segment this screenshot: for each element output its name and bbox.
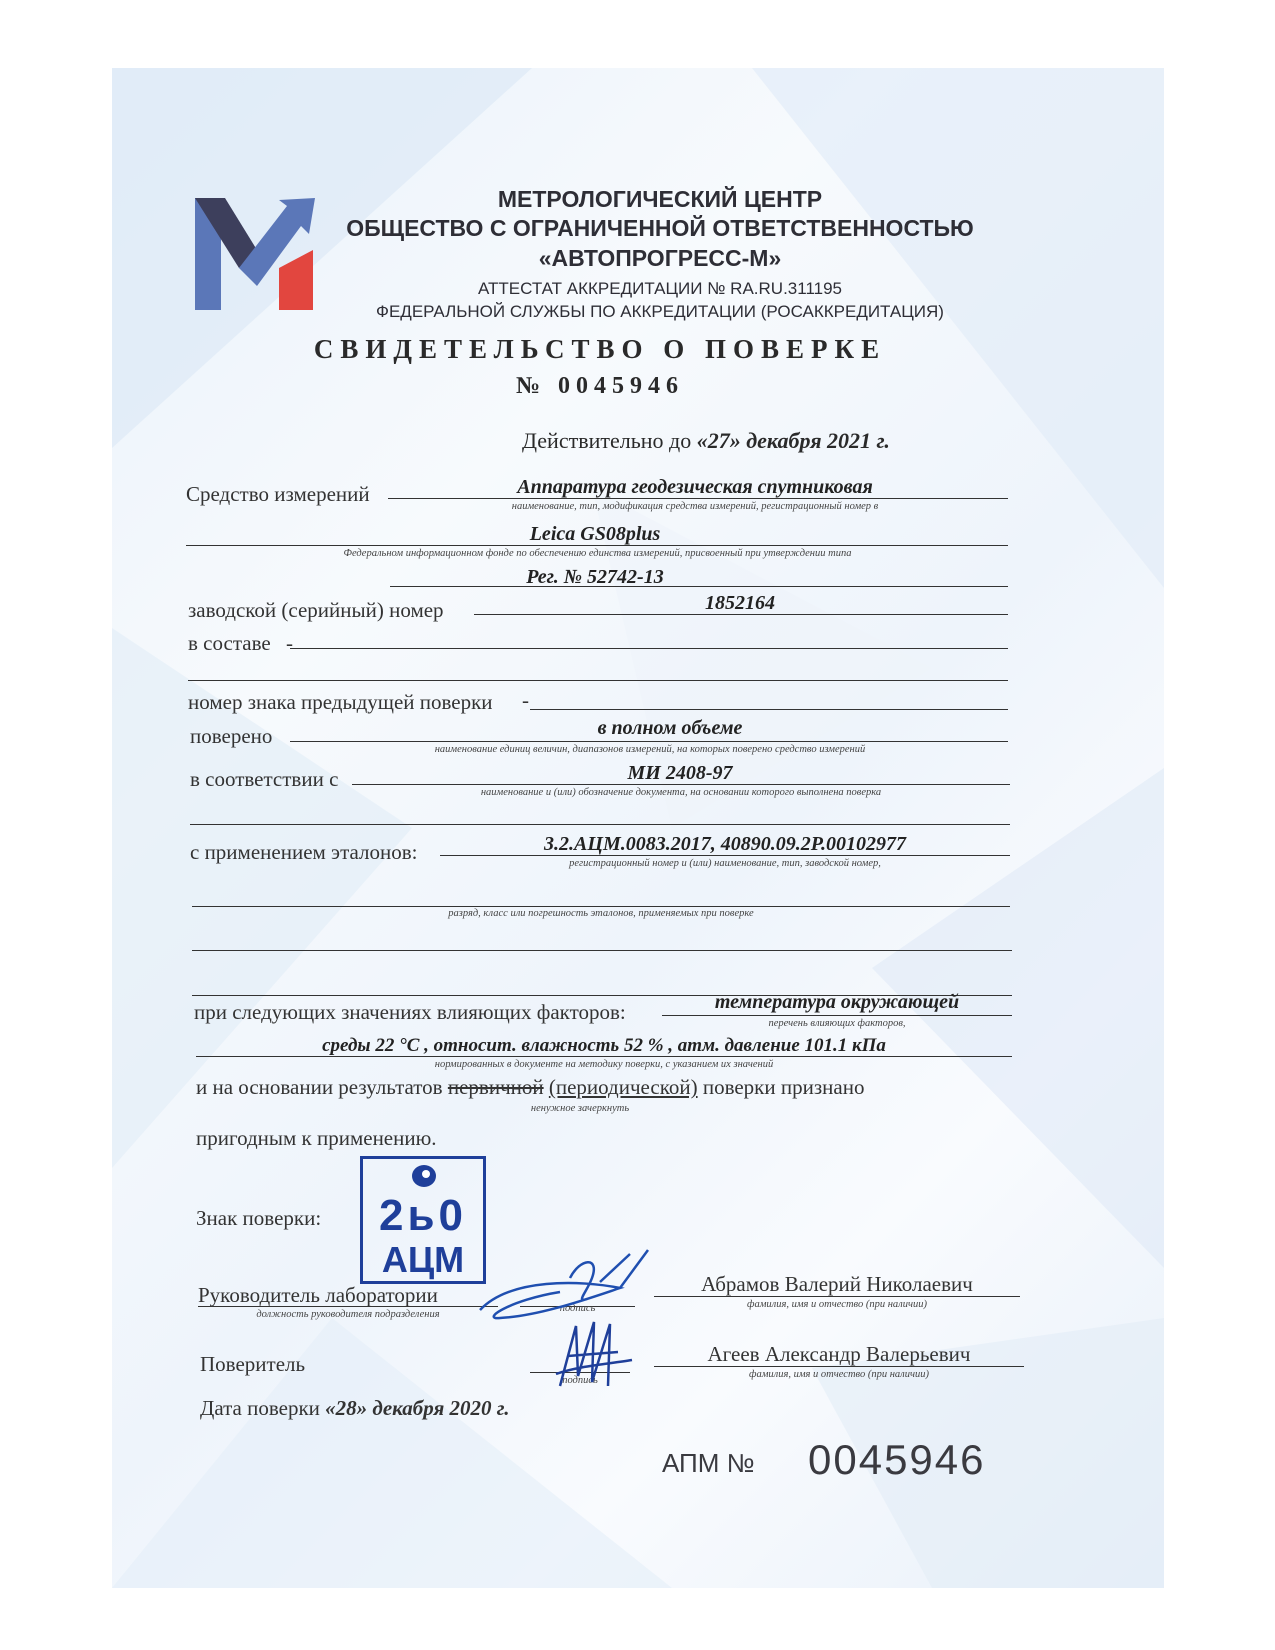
- validity-day: «27»: [696, 428, 741, 453]
- verifier-sign-hint: подпись: [562, 1375, 598, 1386]
- conclusion-line: [196, 1075, 864, 1100]
- serial-label: заводской (серийный) номер: [188, 598, 444, 622]
- model-underline: [186, 545, 1008, 546]
- verified-value: в полном объеме: [597, 717, 743, 739]
- factors-underline-2: [196, 1056, 1012, 1057]
- standards-label: с применением эталонов:: [190, 840, 418, 864]
- instrument-value: Аппаратура геодезическая спутниковая: [517, 476, 873, 498]
- accordance-underline-2: [190, 824, 1010, 825]
- head-underline: [198, 1306, 498, 1307]
- standards-value: 3.2.АЦМ.0083.2017, 40890.09.2Р.00102977: [544, 833, 906, 855]
- head-name-underline: [654, 1296, 1020, 1297]
- document-number: № 0045946: [515, 373, 685, 399]
- accordance-label: в соответствии с: [190, 767, 339, 791]
- stamp-emblem-icon: [409, 1163, 439, 1189]
- verification-date-prefix: Дата поверки: [200, 1396, 320, 1420]
- conclusion-hint: ненужное зачеркнуть: [530, 1103, 630, 1114]
- conclusion-struck: первичной: [447, 1075, 544, 1099]
- registration-underline: [390, 586, 1008, 587]
- model-value: Leica GS08plus: [529, 523, 661, 545]
- verifier-name-hint: фамилия, имя и отчество (при наличии): [748, 1369, 929, 1380]
- accreditation-service: ФЕДЕРАЛЬНОЙ СЛУЖБЫ ПО АККРЕДИТАЦИИ (РОСАККРЕДИТАЦИЯ): [376, 302, 944, 321]
- verification-date-day: «28»: [325, 1396, 368, 1420]
- validity-prefix: Действительно до: [522, 428, 692, 453]
- factors-value-2: среды 22 °С , относит. влажность 52 % , атм. давление 101.1 кПа: [322, 1035, 886, 1056]
- standards-hint-2: разряд, класс или погрешность эталонов, применяемых при поверке: [448, 908, 754, 919]
- previous-mark-value: -: [522, 688, 529, 712]
- composition-value: -: [286, 631, 293, 655]
- conclusion-prefix: и на основании результатов: [196, 1075, 443, 1099]
- company-logo: [195, 198, 315, 310]
- registration-value: Рег. № 52742-13: [526, 566, 664, 588]
- verifier-name: Агеев Александр Валерьевич: [707, 1342, 971, 1366]
- serial-underline: [474, 614, 1008, 615]
- document-title: СВИДЕТЕЛЬСТВО О ПОВЕРКЕ: [313, 334, 887, 364]
- verification-stamp: [360, 1156, 486, 1284]
- head-hint: должность руководителя подразделения: [256, 1309, 440, 1320]
- previous-mark-underline: [530, 709, 1008, 710]
- composition-underline: [290, 648, 1008, 649]
- standards-underline-3: [192, 950, 1012, 951]
- standards-hint: регистрационный номер и (или) наименование, тип, заводской номер,: [569, 858, 881, 869]
- factors-hint-2: нормированных в документе на методику поверки, с указанием их значений: [434, 1059, 774, 1070]
- composition-underline-2: [188, 680, 1008, 681]
- factors-label: при следующих значениях влияющих факторов:: [194, 1000, 626, 1024]
- factors-hint: перечень влияющих факторов,: [768, 1018, 906, 1029]
- verification-date-line: [200, 1396, 510, 1421]
- head-name-hint: фамилия, имя и отчество (при наличии): [746, 1299, 927, 1310]
- verifier-name-underline: [654, 1366, 1024, 1367]
- standards-underline-2: [192, 906, 1010, 907]
- validity-line: [522, 428, 890, 454]
- verification-date-date: декабря 2020 г.: [372, 1396, 510, 1420]
- header-line-1: МЕТРОЛОГИЧЕСКИЙ ЦЕНТР: [497, 186, 823, 212]
- factors-underline: [662, 1015, 1012, 1016]
- fund-hint: Федеральном информационном фонде по обеспечению единства измерений, присвоенный при утверждении типа: [343, 548, 852, 559]
- verified-label: поверено: [190, 724, 273, 748]
- previous-mark-label: номер знака предыдущей поверки: [188, 690, 493, 714]
- head-sign-hint: подпись: [559, 1303, 596, 1314]
- head-name: Абрамов Валерий Николаевич: [701, 1272, 973, 1296]
- standards-underline: [440, 855, 1010, 856]
- instrument-hint: наименование, тип, модификация средства измерений, регистрационный номер в: [511, 501, 879, 512]
- verified-hint: наименование единиц величин, диапазонов измерений, на которых поверено средство измерений: [434, 744, 866, 755]
- accordance-value: МИ 2408-97: [627, 762, 733, 784]
- verifier-label: Поверитель: [200, 1352, 306, 1376]
- factors-value: температура окружающей: [714, 991, 960, 1013]
- verified-underline: [290, 741, 1008, 742]
- serial-value: 1852164: [705, 592, 775, 614]
- accordance-hint: наименование и (или) обозначение документа, на основании которого выполнена поверка: [480, 787, 882, 798]
- validity-date: декабря 2021 г.: [746, 428, 890, 453]
- instrument-label: Средство измерений: [186, 482, 370, 506]
- stamp-code: 2ь0: [379, 1191, 467, 1240]
- head-label: Руководитель лаборатории: [198, 1283, 438, 1307]
- conclusion-suffix: поверки признано: [702, 1075, 865, 1099]
- footer-number: 0045946: [808, 1436, 986, 1483]
- composition-label: в составе: [188, 631, 271, 655]
- footer-label: АПМ №: [662, 1448, 755, 1478]
- accreditation-line: АТТЕСТАТ АККРЕДИТАЦИИ № RA.RU.311195: [478, 279, 842, 298]
- conclusion-line-2: пригодным к применению.: [196, 1126, 437, 1150]
- verifier-signature: [548, 1316, 638, 1396]
- instrument-underline: [388, 498, 1008, 499]
- stamp-label: Знак поверки:: [196, 1206, 322, 1230]
- conclusion-middle: (периодической): [548, 1075, 698, 1099]
- header-line-2: ОБЩЕСТВО С ОГРАНИЧЕННОЙ ОТВЕТСТВЕННОСТЬЮ: [346, 215, 974, 241]
- header-line-3: «АВТОПРОГРЕСС-М»: [538, 245, 782, 271]
- accordance-underline: [352, 784, 1010, 785]
- stamp-org: АЦМ: [381, 1239, 465, 1280]
